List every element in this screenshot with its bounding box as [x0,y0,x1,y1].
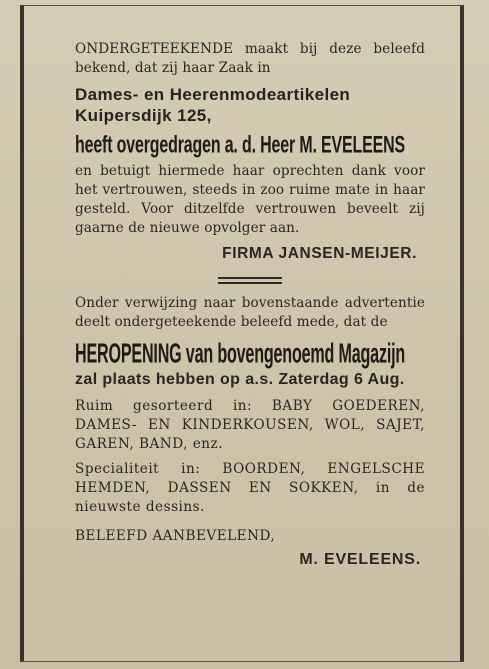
business-address: Kuipersdijk 125, [75,106,212,125]
reopening-date: zal plaats hebben op a.s. Zaterdag 6 Aug. [75,371,405,388]
closing-text: BELEEFD AANBEVELEND, [75,528,276,544]
thanks-text: en betuigt hiermede haar oprechten dank voor het vertrouwen, steeds in zoo ruime mate in haar gesteld. Voor ditzelfde vertrouwen beveelt zij gaarne de nieuwe opvolger aan. [75,163,425,236]
specialty-text: Specialiteit in: BOORDEN, ENGELSCHE HEMDEN, DASSEN EN SOKKEN, in de nieuwste dessins. [75,461,425,515]
advertisement [75,40,425,569]
signature: M. EVELEENS. [299,551,421,568]
assortment-text: Ruim gesorteerd in: BABY GOEDEREN, DAMES- EN KINDERKOUSEN, WOL, SAJET, GAREN, BAND, enz. [75,398,425,452]
reopening-heading: HEROPENING van bovengenoemd Magazijn [75,336,406,369]
referral-text: Onder verwijzing naar bovenstaande advertentie deelt ondergeteekende beleefd mede, dat de [75,295,425,330]
transfer-heading: heeft overgedragen a. d. Heer M. EVELEENS [75,130,405,158]
business-line-1: Dames- en Heerenmodeartikelen [75,85,351,104]
intro-text: ONDERGETEEKENDE maakt bij deze beleefd bekend, dat zij haar Zaak in [75,41,425,76]
double-rule-divider [218,277,282,284]
firm-name: FIRMA JANSEN-MEIJER. [222,245,417,262]
